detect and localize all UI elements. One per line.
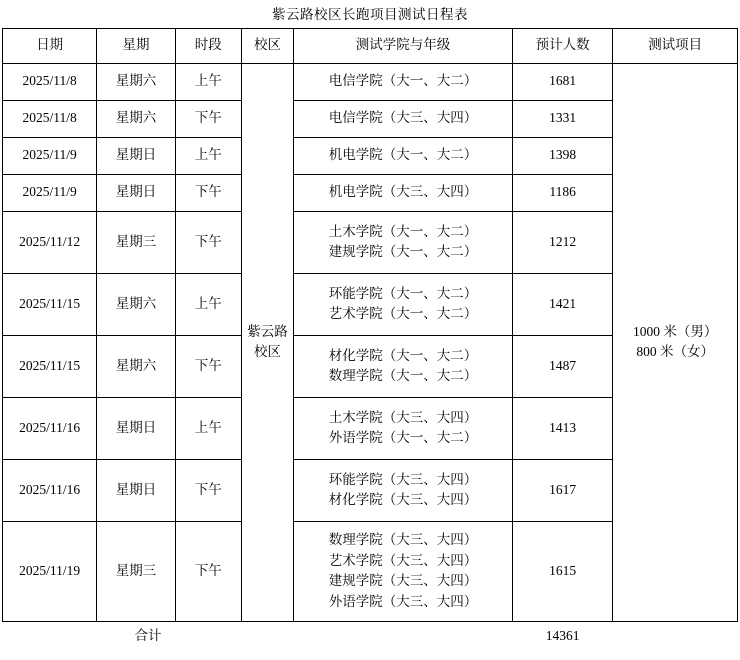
cell-date: 2025/11/12 [3, 211, 97, 273]
cell-count: 1398 [512, 137, 612, 174]
college-line: 材化学院（大三、大四） [328, 492, 478, 508]
cell-date: 2025/11/8 [3, 63, 97, 100]
cell-period: 下午 [175, 100, 241, 137]
college-line: 机电学院（大三、大四） [328, 184, 478, 200]
cell-date: 2025/11/8 [3, 100, 97, 137]
cell-colleges [294, 459, 513, 521]
cell-date: 2025/11/9 [3, 174, 97, 211]
campus-line-2: 校区 [254, 344, 282, 360]
cell-date: 2025/11/19 [3, 521, 97, 621]
college-line: 土木学院（大三、大四） [328, 409, 478, 425]
cell-date: 2025/11/16 [3, 397, 97, 459]
column-header-date: 日期 [3, 28, 97, 63]
college-line: 建规学院（大一、大二） [328, 244, 478, 260]
cell-colleges [294, 335, 513, 397]
cell-period: 上午 [175, 397, 241, 459]
cell-period: 下午 [175, 335, 241, 397]
table-header-row [3, 28, 738, 63]
college-line: 环能学院（大一、大二） [328, 285, 478, 301]
page-title: 紫云路校区长跑项目测试日程表 [3, 3, 738, 29]
campus-line-1: 紫云路 [247, 323, 288, 339]
cell-weekday: 星期六 [97, 63, 175, 100]
cell-period: 上午 [175, 273, 241, 335]
college-line: 电信学院（大一、大二） [328, 73, 478, 89]
cell-period: 上午 [175, 63, 241, 100]
cell-weekday: 星期六 [97, 273, 175, 335]
cell-colleges [294, 174, 513, 211]
college-line: 土木学院（大一、大二） [328, 223, 478, 239]
cell-colleges [294, 273, 513, 335]
cell-weekday: 星期日 [97, 459, 175, 521]
cell-weekday: 星期三 [97, 521, 175, 621]
cell-period: 下午 [175, 459, 241, 521]
cell-date: 2025/11/16 [3, 459, 97, 521]
college-line: 艺术学院（大一、大二） [328, 306, 478, 322]
table-row [3, 63, 738, 100]
event-line-2: 800 米（女） [636, 344, 714, 360]
cell-count: 1617 [512, 459, 612, 521]
college-line: 机电学院（大一、大二） [328, 147, 478, 163]
cell-date: 2025/11/15 [3, 273, 97, 335]
cell-weekday: 星期日 [97, 174, 175, 211]
cell-count: 1331 [512, 100, 612, 137]
college-line: 艺术学院（大三、大四） [328, 552, 478, 568]
cell-campus [241, 63, 293, 621]
cell-weekday: 星期日 [97, 397, 175, 459]
column-header-college: 测试学院与年级 [294, 28, 513, 63]
document-page [0, 2, 740, 660]
column-header-event: 测试项目 [613, 28, 738, 63]
cell-date: 2025/11/15 [3, 335, 97, 397]
cell-colleges [294, 100, 513, 137]
college-line: 电信学院（大三、大四） [328, 110, 478, 126]
title-row [3, 3, 738, 29]
event-line-1: 1000 米（男） [633, 323, 718, 339]
column-header-weekday: 星期 [97, 28, 175, 63]
total-value: 14361 [512, 621, 612, 652]
cell-weekday: 星期六 [97, 100, 175, 137]
college-line: 外语学院（大三、大四） [328, 594, 478, 610]
cell-event [613, 63, 738, 621]
college-line: 数理学院（大一、大二） [328, 368, 478, 384]
cell-weekday: 星期三 [97, 211, 175, 273]
college-line: 建规学院（大三、大四） [328, 573, 478, 589]
college-line: 数理学院（大三、大四） [328, 531, 478, 547]
total-label: 合计 [3, 621, 294, 652]
total-trailing-spacer [613, 621, 738, 652]
cell-count: 1421 [512, 273, 612, 335]
cell-weekday: 星期六 [97, 335, 175, 397]
cell-count: 1487 [512, 335, 612, 397]
cell-count: 1212 [512, 211, 612, 273]
column-header-count: 预计人数 [512, 28, 612, 63]
cell-count: 1615 [512, 521, 612, 621]
cell-period: 下午 [175, 521, 241, 621]
cell-period: 下午 [175, 211, 241, 273]
schedule-table [2, 2, 738, 653]
college-line: 材化学院（大一、大二） [328, 347, 478, 363]
cell-period: 下午 [175, 174, 241, 211]
cell-colleges [294, 397, 513, 459]
cell-colleges [294, 63, 513, 100]
cell-colleges [294, 137, 513, 174]
total-row [3, 621, 738, 652]
cell-count: 1186 [512, 174, 612, 211]
cell-count: 1413 [512, 397, 612, 459]
total-spacer [294, 621, 513, 652]
cell-weekday: 星期日 [97, 137, 175, 174]
column-header-campus: 校区 [241, 28, 293, 63]
college-line: 外语学院（大一、大二） [328, 430, 478, 446]
cell-date: 2025/11/9 [3, 137, 97, 174]
cell-colleges [294, 521, 513, 621]
cell-count: 1681 [512, 63, 612, 100]
column-header-period: 时段 [175, 28, 241, 63]
cell-period: 上午 [175, 137, 241, 174]
college-line: 环能学院（大三、大四） [328, 471, 478, 487]
cell-colleges [294, 211, 513, 273]
